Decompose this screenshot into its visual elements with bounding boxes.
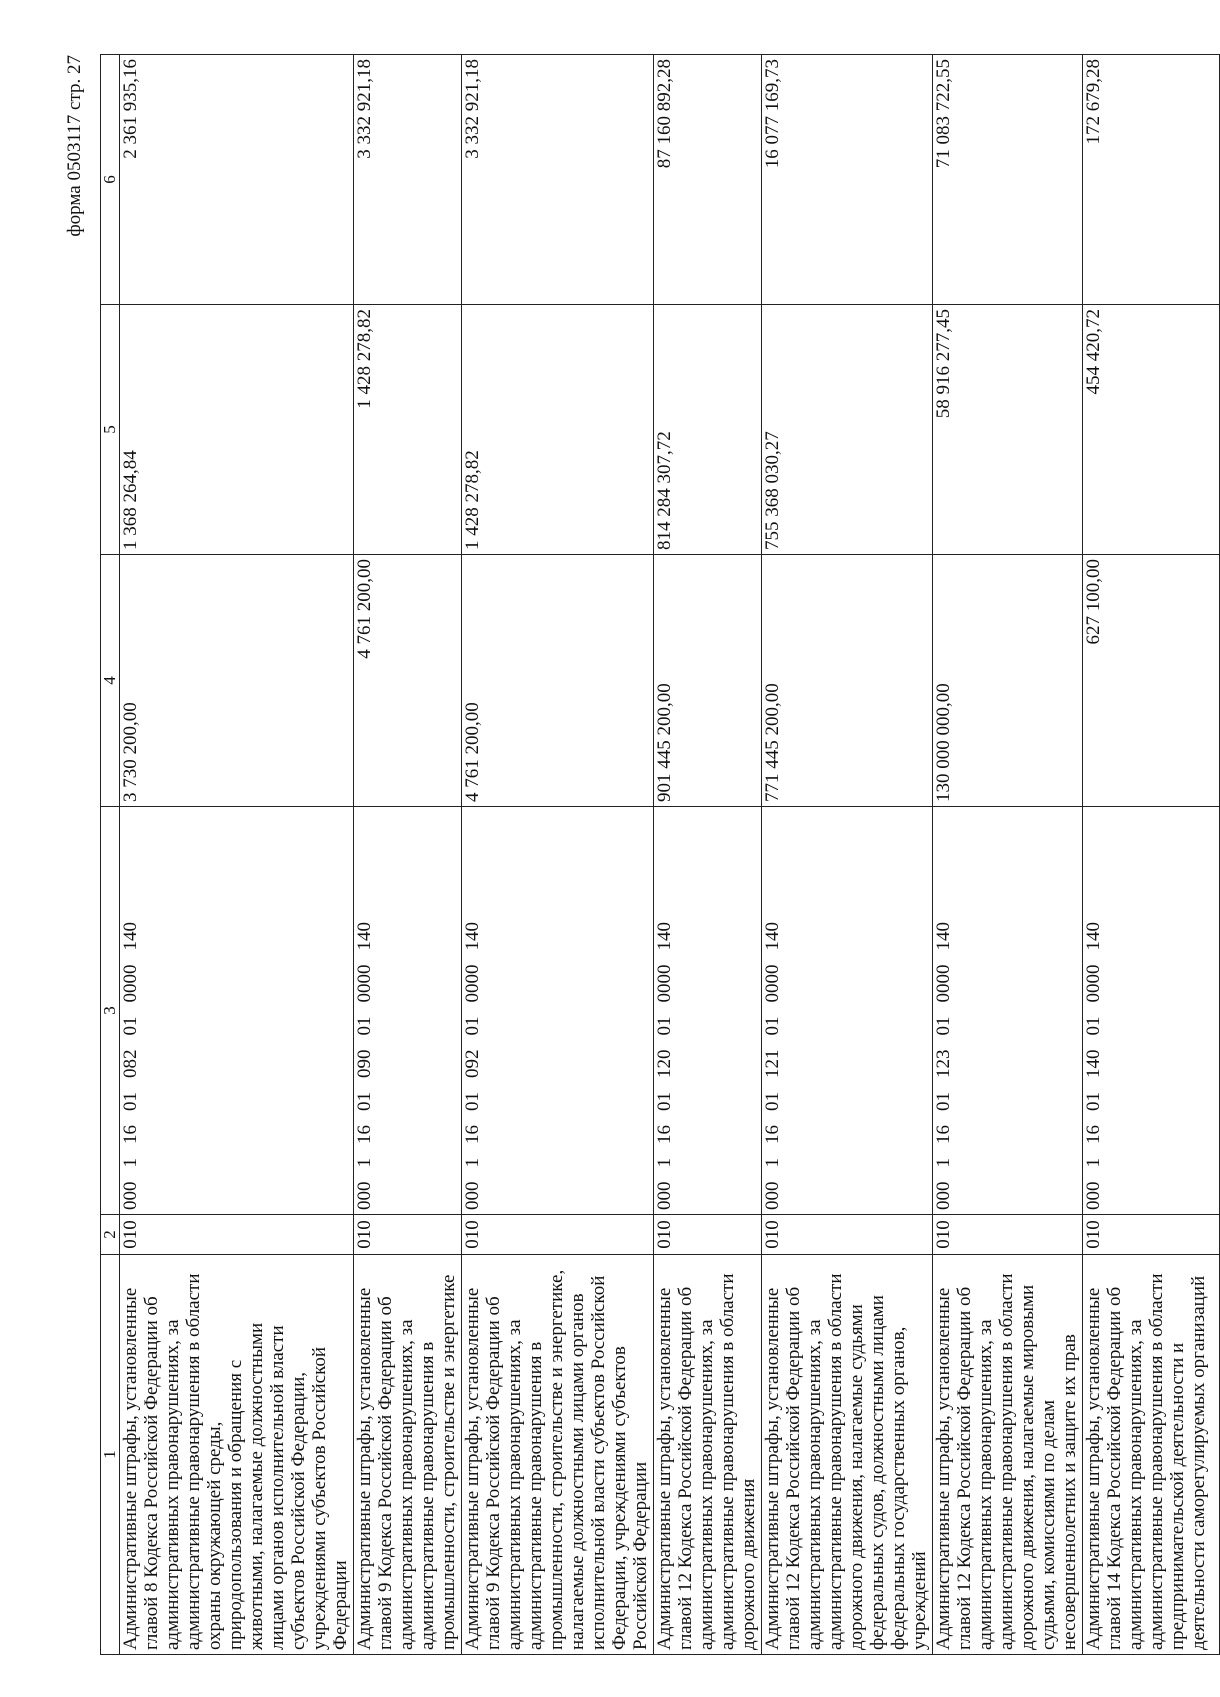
budget-code-part: 0000 bbox=[933, 964, 954, 1003]
line-code: 010 bbox=[1083, 1215, 1220, 1255]
budget-code-part: 0000 bbox=[1083, 964, 1104, 1003]
budget-code bbox=[933, 807, 1083, 1215]
budget-code-part: 000 bbox=[762, 1181, 783, 1210]
budget-code-part: 0000 bbox=[762, 964, 783, 1003]
column-number: 3 bbox=[101, 807, 120, 1215]
line-code: 010 bbox=[762, 1215, 933, 1255]
budget-code-part: 01 bbox=[654, 1016, 675, 1036]
column-number: 1 bbox=[101, 1255, 120, 1655]
budget-code-part: 1 bbox=[933, 1158, 954, 1168]
table-row bbox=[120, 55, 354, 1655]
table-row bbox=[762, 55, 933, 1655]
budget-code-part: 0000 bbox=[354, 964, 375, 1003]
budget-code-part: 16 bbox=[120, 1125, 141, 1144]
budget-code-part: 0000 bbox=[654, 964, 675, 1003]
budget-code-part: 1 bbox=[654, 1158, 675, 1168]
budget-code-part: 16 bbox=[933, 1125, 954, 1144]
budget-code-part: 000 bbox=[354, 1181, 375, 1210]
budget-code-part: 140 bbox=[933, 922, 954, 951]
budget-code-part: 01 bbox=[762, 1016, 783, 1036]
budget-code-part: 0000 bbox=[462, 964, 483, 1003]
budget-code-part: 16 bbox=[1083, 1125, 1104, 1144]
row-name: Административные штрафы, установленные главой 12 Кодекса Российской Федерации об административных правонарушениях, за административные правонарушения в области дорожного движения, налагаемые мировыми судьями, комиссиями по делам несовершеннолетних и защите их прав bbox=[933, 1255, 1083, 1655]
budget-code-part: 123 bbox=[933, 1049, 954, 1078]
executed-amount: 814 284 307,72 bbox=[654, 305, 762, 555]
approved-amount: 771 445 200,00 bbox=[762, 555, 933, 807]
table-row bbox=[654, 55, 762, 1655]
budget-code bbox=[462, 807, 654, 1215]
table-row bbox=[354, 55, 462, 1655]
budget-code bbox=[120, 807, 354, 1215]
table-row bbox=[933, 55, 1083, 1655]
budget-code-part: 000 bbox=[462, 1181, 483, 1210]
budget-code bbox=[354, 807, 462, 1215]
approved-amount: 4 761 200,00 bbox=[462, 555, 654, 807]
budget-code-part: 01 bbox=[654, 1092, 675, 1111]
budget-code-part: 121 bbox=[762, 1049, 783, 1078]
budget-code-part: 01 bbox=[120, 1016, 141, 1036]
budget-code-part: 140 bbox=[1083, 922, 1104, 951]
approved-amount: 901 445 200,00 bbox=[654, 555, 762, 807]
budget-code-part: 140 bbox=[354, 922, 375, 951]
budget-code-part: 01 bbox=[354, 1016, 375, 1036]
budget-code-part: 000 bbox=[120, 1181, 141, 1210]
budget-code-part: 01 bbox=[1083, 1092, 1104, 1111]
budget-code-part: 140 bbox=[1083, 1049, 1104, 1078]
budget-code-part: 092 bbox=[462, 1049, 483, 1078]
line-code: 010 bbox=[354, 1215, 462, 1255]
budget-code-part: 1 bbox=[462, 1158, 483, 1168]
executed-amount: 1 428 278,82 bbox=[462, 305, 654, 555]
budget-code-part: 01 bbox=[462, 1016, 483, 1036]
approved-amount: 627 100,00 bbox=[1083, 555, 1220, 807]
budget-code-part: 01 bbox=[933, 1092, 954, 1111]
approved-amount: 3 730 200,00 bbox=[120, 555, 354, 807]
budget-code-part: 140 bbox=[654, 922, 675, 951]
budget-code-part: 120 bbox=[654, 1049, 675, 1078]
budget-code-part: 01 bbox=[462, 1092, 483, 1111]
budget-code-part: 082 bbox=[120, 1049, 141, 1078]
column-number-row bbox=[101, 55, 120, 1655]
unexecuted-amount: 87 160 892,28 bbox=[654, 55, 762, 305]
executed-amount: 755 368 030,27 bbox=[762, 305, 933, 555]
row-name: Административные штрафы, установленные главой 9 Кодекса Российской Федерации об административных правонарушениях, за административные правонарушения в промышленности, строительстве и энергетике, налагаемые должностными лицами органов исполнительной власти субъектов Российской Федерации, учреждениями субъектов Российской Федерации bbox=[462, 1255, 654, 1655]
column-number: 5 bbox=[101, 305, 120, 555]
budget-code-part: 16 bbox=[354, 1125, 375, 1144]
row-name: Административные штрафы, установленные главой 8 Кодекса Российской Федерации об административных правонарушениях, за административные правонарушения в области охраны окружающей среды, природопользования и обращения с животными, налагаемые должностными лицами органов исполнительной власти субъектов Российской Федерации, учреждениями субъектов Российской Федерации bbox=[120, 1255, 354, 1655]
budget-code bbox=[1083, 807, 1220, 1215]
budget-code-part: 01 bbox=[120, 1092, 141, 1111]
executed-amount: 1 428 278,82 bbox=[354, 305, 462, 555]
approved-amount: 130 000 000,00 bbox=[933, 555, 1083, 807]
revenue-table bbox=[100, 54, 1220, 1655]
executed-amount: 454 420,72 bbox=[1083, 305, 1220, 555]
budget-code-part: 16 bbox=[462, 1125, 483, 1144]
budget-code-part: 01 bbox=[762, 1092, 783, 1111]
line-code: 010 bbox=[654, 1215, 762, 1255]
budget-code-part: 01 bbox=[1083, 1016, 1104, 1036]
row-name: Административные штрафы, установленные главой 12 Кодекса Российской Федерации об административных правонарушениях, за административные правонарушения в области дорожного движения, налагаемые судьями федеральных судов, должностными лицами федеральных государственных органов, учреждений bbox=[762, 1255, 933, 1655]
executed-amount: 1 368 264,84 bbox=[120, 305, 354, 555]
unexecuted-amount: 2 361 935,16 bbox=[120, 55, 354, 305]
budget-code-part: 000 bbox=[654, 1181, 675, 1210]
table-row bbox=[462, 55, 654, 1655]
line-code: 010 bbox=[462, 1215, 654, 1255]
budget-code bbox=[654, 807, 762, 1215]
budget-code-part: 16 bbox=[762, 1125, 783, 1144]
row-name: Административные штрафы, установленные главой 9 Кодекса Российской Федерации об административных правонарушениях, за административные правонарушения в промышленности, строительстве и энергетике bbox=[354, 1255, 462, 1655]
budget-code-part: 1 bbox=[1083, 1158, 1104, 1168]
budget-code-part: 140 bbox=[762, 922, 783, 951]
budget-code-part: 1 bbox=[354, 1158, 375, 1168]
column-number: 6 bbox=[101, 55, 120, 305]
line-code: 010 bbox=[120, 1215, 354, 1255]
executed-amount: 58 916 277,45 bbox=[933, 305, 1083, 555]
budget-code-part: 1 bbox=[762, 1158, 783, 1168]
budget-code-part: 01 bbox=[933, 1016, 954, 1036]
rotated-page bbox=[60, 55, 1209, 1655]
budget-code-part: 16 bbox=[654, 1125, 675, 1144]
table-row bbox=[1083, 55, 1220, 1655]
row-name: Административные штрафы, установленные главой 12 Кодекса Российской Федерации об административных правонарушениях, за административные правонарушения в области дорожного движения bbox=[654, 1255, 762, 1655]
unexecuted-amount: 3 332 921,18 bbox=[354, 55, 462, 305]
unexecuted-amount: 172 679,28 bbox=[1083, 55, 1220, 305]
column-number: 2 bbox=[101, 1215, 120, 1255]
unexecuted-amount: 16 077 169,73 bbox=[762, 55, 933, 305]
budget-code-part: 0000 bbox=[120, 964, 141, 1003]
budget-code-part: 140 bbox=[462, 922, 483, 951]
approved-amount: 4 761 200,00 bbox=[354, 555, 462, 807]
budget-code-part: 000 bbox=[933, 1181, 954, 1210]
unexecuted-amount: 3 332 921,18 bbox=[462, 55, 654, 305]
budget-code-part: 140 bbox=[120, 922, 141, 951]
budget-code-part: 1 bbox=[120, 1158, 141, 1168]
line-code: 010 bbox=[933, 1215, 1083, 1255]
column-number: 4 bbox=[101, 555, 120, 807]
budget-code bbox=[762, 807, 933, 1215]
row-name: Административные штрафы, установленные главой 14 Кодекса Российской Федерации об административных правонарушениях, за административные правонарушения в области предпринимательской деятельности и деятельности саморегулируемых организаций bbox=[1083, 1255, 1220, 1655]
budget-code-part: 01 bbox=[354, 1092, 375, 1111]
form-label: форма 0503117 стр. 27 bbox=[64, 55, 85, 237]
budget-code-part: 000 bbox=[1083, 1181, 1104, 1210]
budget-code-part: 090 bbox=[354, 1049, 375, 1078]
unexecuted-amount: 71 083 722,55 bbox=[933, 55, 1083, 305]
